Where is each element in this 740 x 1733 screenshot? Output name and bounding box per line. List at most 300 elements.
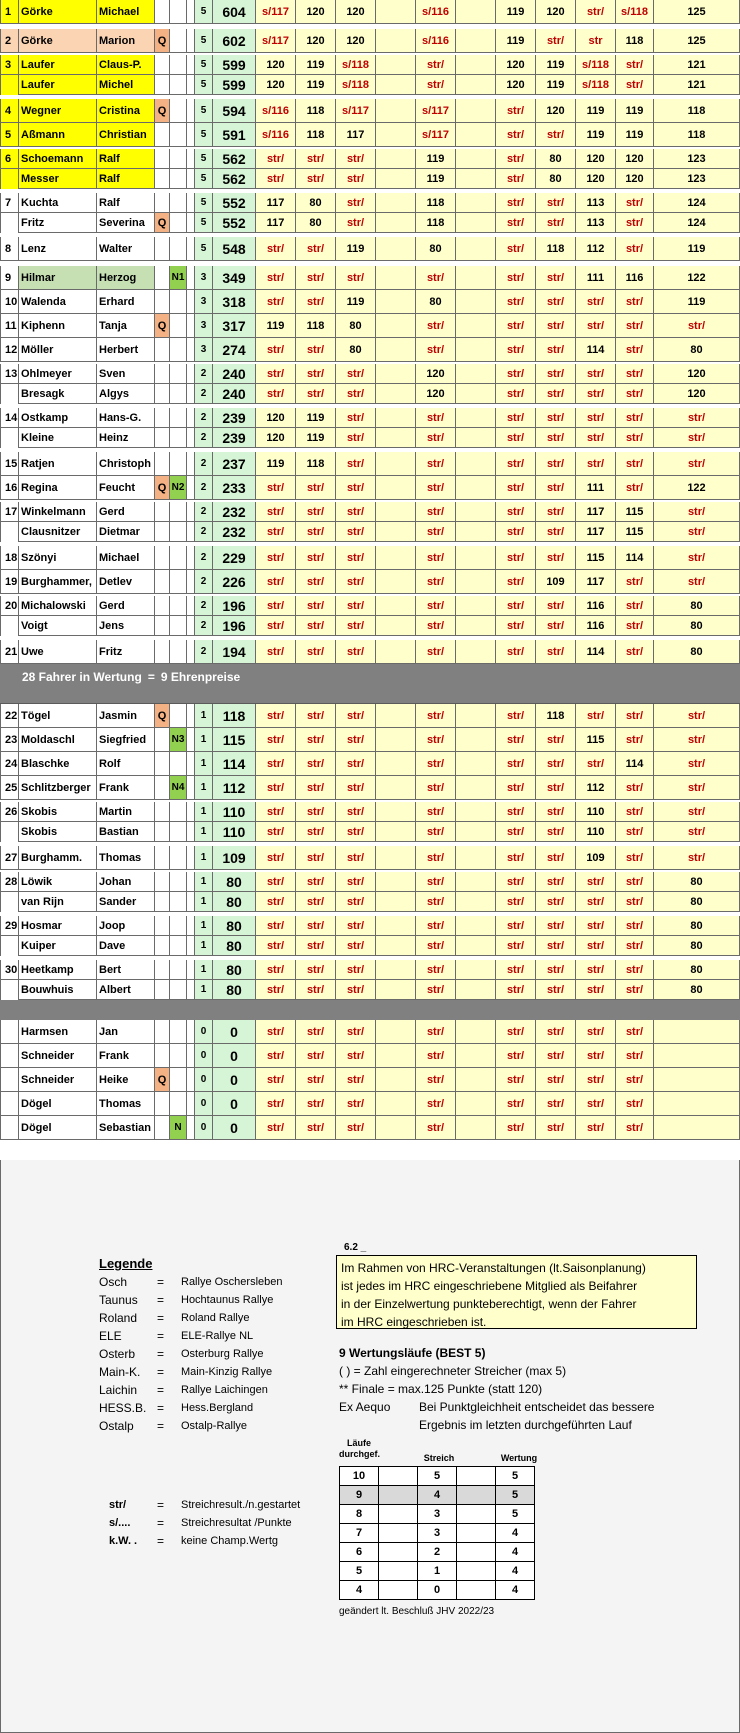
table-row <box>0 364 740 384</box>
empty-event-cell <box>376 846 416 870</box>
event-score-cell: str/ <box>416 776 456 800</box>
qualifier-badge <box>155 916 170 936</box>
table-row <box>0 596 740 616</box>
newcomer-badge <box>170 704 187 728</box>
qualifier-badge <box>155 1092 170 1116</box>
event-score-cell: str/ <box>536 213 576 233</box>
event-score-cell: str/ <box>576 980 616 1000</box>
empty-event-cell <box>456 0 496 24</box>
legend-desc: Ostalp-Rallye <box>181 1420 248 1432</box>
event-score-cell: str/ <box>616 338 654 362</box>
table-row <box>0 892 740 912</box>
last-name-cell: Möller <box>19 338 97 362</box>
empty-event-cell <box>376 452 416 476</box>
spacer-cell <box>187 892 195 912</box>
legend-key: Osterb <box>99 1347 136 1361</box>
event-score-cell: str/ <box>416 428 456 448</box>
event-score-cell: str/ <box>576 452 616 476</box>
runs-count: 5 <box>195 193 213 213</box>
event-score-cell: 119 <box>256 452 296 476</box>
last-name-cell: Schlitzberger <box>19 776 97 800</box>
last-name-cell: Uwe <box>19 640 97 664</box>
event-score-cell: str/ <box>576 314 616 338</box>
last-name-cell: Laufer <box>19 75 97 95</box>
legend-desc: Main-Kinzig Rallye <box>181 1366 273 1378</box>
empty-event-cell <box>456 728 496 752</box>
event-score-cell: str/ <box>256 872 296 892</box>
newcomer-badge <box>170 872 187 892</box>
runs-count: 1 <box>195 872 213 892</box>
event-score-cell: str/ <box>296 364 336 384</box>
final-score: 80 <box>654 872 740 892</box>
qualifier-badge <box>155 193 170 213</box>
last-name-cell: Ostkamp <box>19 408 97 428</box>
runs-count: 0 <box>195 1068 213 1092</box>
last-name-cell: Schneider <box>19 1044 97 1068</box>
first-name-cell: Ralf <box>97 169 155 189</box>
empty-event-cell <box>456 29 496 53</box>
total-points: 229 <box>213 546 256 570</box>
empty-event-cell <box>376 290 416 314</box>
event-score-cell: str/ <box>536 916 576 936</box>
empty-event-cell <box>376 752 416 776</box>
event-score-cell: str/ <box>496 338 536 362</box>
event-score-cell: str/ <box>536 338 576 362</box>
empty-event-cell <box>376 916 416 936</box>
event-score-cell: str/ <box>496 266 536 290</box>
newcomer-badge: N <box>170 1116 187 1140</box>
newcomer-badge <box>170 546 187 570</box>
total-points: 0 <box>213 1044 256 1068</box>
event-score-cell: str/ <box>496 936 536 956</box>
table-row <box>0 428 740 448</box>
event-score-cell: 118 <box>416 213 456 233</box>
score-value: 4 <box>496 1562 535 1581</box>
final-score: str/ <box>654 752 740 776</box>
score-value: 4 <box>496 1543 535 1562</box>
first-name-cell: Dave <box>97 936 155 956</box>
qualifier-badge: Q <box>155 314 170 338</box>
separator-band <box>0 1000 740 1020</box>
spacer-cell <box>187 123 195 147</box>
final-score: str/ <box>654 802 740 822</box>
legend-eq: = <box>157 1311 165 1325</box>
spacer-cell <box>187 728 195 752</box>
event-score-cell: s/116 <box>256 99 296 123</box>
event-score-cell: str/ <box>536 522 576 542</box>
runs-count: 0 <box>195 1044 213 1068</box>
event-score-cell: 114 <box>616 546 654 570</box>
spacer-cell <box>187 290 195 314</box>
event-score-cell: str/ <box>336 960 376 980</box>
table-row <box>0 1044 740 1068</box>
event-score-cell: str/ <box>336 1116 376 1140</box>
strike-value: 5 <box>418 1467 457 1486</box>
legend-key: Taunus <box>99 1293 138 1307</box>
event-score-cell: str/ <box>336 980 376 1000</box>
legend <box>99 1256 283 1435</box>
event-score-cell: str/ <box>256 892 296 912</box>
first-name-cell: Frank <box>97 776 155 800</box>
table-row <box>0 936 740 956</box>
first-name-cell: Cristina <box>97 99 155 123</box>
first-name-cell: Siegfried <box>97 728 155 752</box>
empty-event-cell <box>376 570 416 594</box>
spacer-cell <box>187 872 195 892</box>
rank-cell: 16 <box>0 476 19 500</box>
runs-count: 2 <box>195 546 213 570</box>
event-score-cell: str/ <box>336 502 376 522</box>
total-points: 80 <box>213 936 256 956</box>
empty-event-cell <box>376 960 416 980</box>
newcomer-badge <box>170 213 187 233</box>
event-score-cell: str/ <box>616 364 654 384</box>
event-score-cell: 80 <box>416 237 456 261</box>
event-score-cell: str/ <box>296 384 336 404</box>
event-score-cell: str/ <box>576 960 616 980</box>
blank-cell <box>379 1581 418 1600</box>
ex-aequo-text-2: Ergebnis im letzten durchgeführten Lauf <box>419 1418 632 1432</box>
table-row <box>0 169 740 189</box>
total-points: 239 <box>213 408 256 428</box>
final-score: 119 <box>654 237 740 261</box>
newcomer-badge <box>170 846 187 870</box>
event-score-cell: 119 <box>496 0 536 24</box>
event-score-cell: str/ <box>576 1020 616 1044</box>
empty-event-cell <box>456 384 496 404</box>
event-score-cell: 115 <box>576 546 616 570</box>
rank-cell: 11 <box>0 314 19 338</box>
event-score-cell: str/ <box>536 596 576 616</box>
final-score: 80 <box>654 596 740 616</box>
code-eq: = <box>157 1498 165 1512</box>
rank-cell: 3 <box>0 55 19 75</box>
qualifier-badge <box>155 570 170 594</box>
empty-event-cell <box>456 338 496 362</box>
table-row <box>0 960 740 980</box>
info-box <box>336 1255 697 1329</box>
event-score-cell: str/ <box>336 704 376 728</box>
qualifier-badge <box>155 169 170 189</box>
spacer-cell <box>187 75 195 95</box>
empty-event-cell <box>376 338 416 362</box>
newcomer-badge <box>170 502 187 522</box>
newcomer-badge <box>170 29 187 53</box>
spacer-cell <box>187 936 195 956</box>
event-score-cell: str/ <box>336 522 376 542</box>
event-score-cell: str/ <box>616 802 654 822</box>
empty-event-cell <box>456 1020 496 1044</box>
event-score-cell: str/ <box>616 640 654 664</box>
last-name-cell: Fritz <box>19 213 97 233</box>
table-row <box>0 290 740 314</box>
table-row <box>0 408 740 428</box>
blank-cell <box>457 1524 496 1543</box>
table-row <box>0 384 740 404</box>
total-points: 118 <box>213 704 256 728</box>
event-score-cell: str/ <box>296 960 336 980</box>
strike-table <box>339 1438 538 1617</box>
rank-cell: 14 <box>0 408 19 428</box>
total-points: 602 <box>213 29 256 53</box>
first-name-cell: Feucht <box>97 476 155 500</box>
table-row <box>0 123 740 147</box>
last-name-cell: Kuiper <box>19 936 97 956</box>
runs-count: 2 <box>195 640 213 664</box>
legend-key: Laichin <box>99 1383 138 1397</box>
event-score-cell: str/ <box>336 364 376 384</box>
table-row <box>0 149 740 169</box>
table-row <box>0 0 740 24</box>
table-row <box>0 752 740 776</box>
event-score-cell: str/ <box>496 476 536 500</box>
event-score-cell: str/ <box>536 502 576 522</box>
event-score-cell: 80 <box>296 213 336 233</box>
first-name-cell: Heike <box>97 1068 155 1092</box>
runs-value: 5 <box>340 1562 379 1581</box>
empty-event-cell <box>456 364 496 384</box>
event-score-cell: 119 <box>536 75 576 95</box>
runs-count: 1 <box>195 776 213 800</box>
ex-aequo-label: Ex Aequo <box>339 1400 391 1414</box>
spacer-cell <box>187 546 195 570</box>
event-score-cell: s/116 <box>256 123 296 147</box>
strike-table-row <box>340 1562 535 1581</box>
event-score-cell: str/ <box>296 502 336 522</box>
event-score-cell: str/ <box>336 872 376 892</box>
event-score-cell: str/ <box>296 1116 336 1140</box>
event-score-cell: 115 <box>616 502 654 522</box>
event-score-cell: str/ <box>416 916 456 936</box>
first-name-cell: Jan <box>97 1020 155 1044</box>
empty-event-cell <box>376 640 416 664</box>
legend-eq: = <box>157 1293 165 1307</box>
score-value: 4 <box>496 1524 535 1543</box>
first-name-cell: Bert <box>97 960 155 980</box>
event-score-cell: 119 <box>616 123 654 147</box>
legend-eq: = <box>157 1401 165 1415</box>
event-score-cell: 80 <box>536 169 576 189</box>
legend-desc: Hochtaunus Rallye <box>181 1294 274 1306</box>
first-name-cell: Johan <box>97 872 155 892</box>
empty-event-cell <box>456 980 496 1000</box>
event-score-cell: str/ <box>416 822 456 842</box>
total-points: 552 <box>213 193 256 213</box>
event-score-cell: str/ <box>416 408 456 428</box>
last-name-cell: Laufer <box>19 55 97 75</box>
event-score-cell: str/ <box>496 237 536 261</box>
legend-item <box>99 1399 283 1417</box>
empty-event-cell <box>456 193 496 213</box>
qualifier-badge <box>155 1020 170 1044</box>
spacer-cell <box>187 1068 195 1092</box>
event-score-cell: str/ <box>336 570 376 594</box>
qualifier-badge <box>155 0 170 24</box>
runs-count: 1 <box>195 892 213 912</box>
newcomer-badge <box>170 1092 187 1116</box>
table-header-runs: Läufe durchgef. <box>339 1438 381 1459</box>
event-score-cell: str/ <box>296 822 336 842</box>
event-score-cell: 120 <box>416 364 456 384</box>
event-score-cell: str/ <box>496 980 536 1000</box>
event-score-cell: 109 <box>576 846 616 870</box>
rank-cell <box>0 936 19 956</box>
event-score-cell: 120 <box>576 169 616 189</box>
event-score-cell: str/ <box>576 1116 616 1140</box>
total-points: 109 <box>213 846 256 870</box>
empty-event-cell <box>456 99 496 123</box>
legend-code <box>109 1532 300 1550</box>
event-score-cell: s/117 <box>416 123 456 147</box>
first-name-cell: Dietmar <box>97 522 155 542</box>
qualifier-badge <box>155 728 170 752</box>
score-value: 5 <box>496 1486 535 1505</box>
legend-desc: Hess.Bergland <box>181 1402 254 1414</box>
final-score: str/ <box>654 546 740 570</box>
legend-key: ELE <box>99 1329 122 1343</box>
first-name-cell: Herzog <box>97 266 155 290</box>
qualifier-badge: Q <box>155 99 170 123</box>
event-score-cell: str/ <box>416 1020 456 1044</box>
event-score-cell: str/ <box>296 290 336 314</box>
event-score-cell: str/ <box>256 290 296 314</box>
event-score-cell: str/ <box>496 1092 536 1116</box>
event-score-cell: 117 <box>336 123 376 147</box>
legend-key: Roland <box>99 1311 138 1325</box>
legend-desc: Osterburg Rallye <box>181 1348 264 1360</box>
empty-event-cell <box>456 936 496 956</box>
total-points: 591 <box>213 123 256 147</box>
event-score-cell: str/ <box>496 428 536 448</box>
rank-cell: 22 <box>0 704 19 728</box>
empty-event-cell <box>456 846 496 870</box>
event-score-cell: str/ <box>536 123 576 147</box>
spacer-cell <box>187 408 195 428</box>
spacer-cell <box>187 980 195 1000</box>
event-score-cell: 119 <box>336 290 376 314</box>
strike-table-row <box>340 1524 535 1543</box>
table-row <box>0 29 740 53</box>
event-score-cell: str/ <box>256 1044 296 1068</box>
total-points: 232 <box>213 502 256 522</box>
event-score-cell: str/ <box>496 752 536 776</box>
empty-event-cell <box>376 55 416 75</box>
qualifier-badge <box>155 1044 170 1068</box>
rank-cell: 10 <box>0 290 19 314</box>
event-score-cell: 115 <box>576 728 616 752</box>
event-score-cell: 120 <box>336 29 376 53</box>
empty-event-cell <box>376 99 416 123</box>
table-header-strike: Streich <box>423 1453 455 1463</box>
last-name-cell: Bresagk <box>19 384 97 404</box>
runs-count: 2 <box>195 408 213 428</box>
table-row <box>0 728 740 752</box>
runs-count: 5 <box>195 169 213 189</box>
event-score-cell: 118 <box>296 314 336 338</box>
event-score-cell: str/ <box>336 892 376 912</box>
rank-cell: 7 <box>0 193 19 213</box>
event-score-cell: str/ <box>296 980 336 1000</box>
last-name-cell: Kuchta <box>19 193 97 213</box>
code-key: s/.... <box>109 1517 131 1529</box>
table-row <box>0 980 740 1000</box>
score-value: 5 <box>496 1467 535 1486</box>
rank-cell: 9 <box>0 266 19 290</box>
event-score-cell: str/ <box>296 1092 336 1116</box>
event-score-cell: str/ <box>536 1020 576 1044</box>
total-points: 552 <box>213 213 256 233</box>
total-points: 604 <box>213 0 256 24</box>
spacer-cell <box>187 916 195 936</box>
last-name-cell: Heetkamp <box>19 960 97 980</box>
empty-event-cell <box>376 522 416 542</box>
event-score-cell: str/ <box>576 872 616 892</box>
qualifier-badge <box>155 802 170 822</box>
rank-cell: 1 <box>0 0 19 24</box>
rank-cell <box>0 213 19 233</box>
event-score-cell: str/ <box>536 364 576 384</box>
code-key: str/ <box>109 1499 127 1511</box>
last-name-cell: Voigt <box>19 616 97 636</box>
event-score-cell: str/ <box>496 1044 536 1068</box>
legend-eq: = <box>157 1419 165 1433</box>
total-points: 114 <box>213 752 256 776</box>
table-row <box>0 314 740 338</box>
qualifier-badge <box>155 936 170 956</box>
empty-event-cell <box>376 546 416 570</box>
qualifier-badge <box>155 872 170 892</box>
runs-value: 4 <box>340 1581 379 1600</box>
event-score-cell: str/ <box>536 752 576 776</box>
last-name-cell: Moldaschl <box>19 728 97 752</box>
event-score-cell: str/ <box>416 728 456 752</box>
total-points: 80 <box>213 872 256 892</box>
event-score-cell: str/ <box>576 704 616 728</box>
event-score-cell: str/ <box>416 872 456 892</box>
event-score-cell: str/ <box>296 802 336 822</box>
qualifier-badge <box>155 596 170 616</box>
first-name-cell: Thomas <box>97 846 155 870</box>
final-score <box>654 1116 740 1140</box>
event-score-cell: str/ <box>336 616 376 636</box>
table-row <box>0 266 740 290</box>
spacer-cell <box>187 169 195 189</box>
rank-cell: 2 <box>0 29 19 53</box>
last-name-cell: Szönyi <box>19 546 97 570</box>
event-score-cell: 120 <box>576 149 616 169</box>
table-row <box>0 476 740 500</box>
event-score-cell: str/ <box>416 55 456 75</box>
table-row <box>0 872 740 892</box>
legend-desc: Roland Rallye <box>181 1312 250 1324</box>
event-score-cell: s/116 <box>416 29 456 53</box>
event-score-cell: str/ <box>416 892 456 912</box>
table-row <box>0 616 740 636</box>
event-score-cell: 119 <box>256 314 296 338</box>
empty-event-cell <box>376 169 416 189</box>
final-score: str/ <box>654 846 740 870</box>
event-score-cell: str/ <box>536 892 576 912</box>
first-name-cell: Albert <box>97 980 155 1000</box>
newcomer-badge <box>170 384 187 404</box>
event-score-cell: 119 <box>616 99 654 123</box>
qualifier-badge <box>155 408 170 428</box>
empty-event-cell <box>456 1116 496 1140</box>
table-header-score: Wertung <box>500 1453 538 1463</box>
event-score-cell: str/ <box>616 872 654 892</box>
table-row <box>0 75 740 95</box>
empty-event-cell <box>456 802 496 822</box>
